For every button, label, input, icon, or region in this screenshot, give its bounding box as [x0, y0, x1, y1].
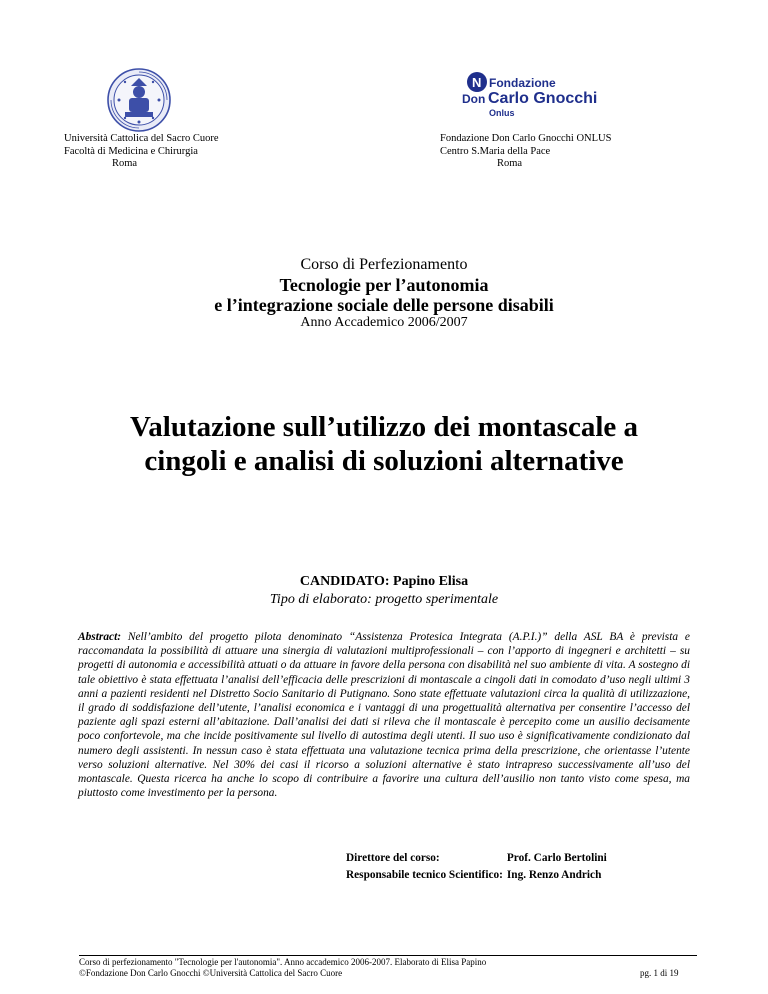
- page-number: pg. 1 di 19: [640, 968, 679, 978]
- thesis-title-line1: Valutazione sull’utilizzo dei montascale a: [129, 411, 639, 443]
- fondazione-don-gnocchi-logo: [425, 70, 615, 120]
- abstract-text: Nell’ambito del progetto pilota denominato “Assistenza Protesica Integrata (A.P.I.)” della ASL BA è prevista e raccomandata la possibilità di attuare una sinergia di valutazioni multiprofessionali – con l’apporto di ingegneri e architetti – su progetti di autonomia e accessibilità attuati o da attuare in favore della persona con disabilità nel suo ambiente di vita. A sostegno di tale obiettivo è stata effettuata l’analisi dell’efficacia delle prescrizioni di montascale a cingoli dati in comodato d’uso negli ultimi 3 anni a pazienti residenti nel Distretto Socio Sanitario di Putignano. Sono state effettuate valutazioni circa la qualità di utilizzazione, il grado di soddisfazione dell’utente, l’analisi economica e i vantaggi di una progettualità alternativa per consentire l’accesso del paziente agli spazi esterni all’abitazione. Dall’analisi dei dati si rileva che il montascale è percepito come un ausilio decisamente poco confortevole, ma che incide positivamente sul livello di autostima degli utenti. Il suo uso è significativamente condizionato dal numero degli assistenti. In nessun caso è stata effettuata una valutazione tecnica prima della prescrizione, che orientasse l’utente verso soluzioni alternative. Nel 30% dei casi il ricorso a soluzioni alternative è stato intrapreso successivamente all’uso del montascale. Questa ricerca ha anche lo scopo di contribuire a favorire una cultura dell’ausilio non tanto visto come spesa, ma piuttosto come investimento per la persona.: [78, 631, 690, 800]
- footer-line1: Corso di perfezionamento "Tecnologie per l'autonomia". Anno accademico 2006-2007. Elaborato di Elisa Papino: [79, 957, 487, 967]
- director-label: Direttore del corso:: [346, 852, 440, 864]
- scientific-name: Ing. Renzo Andrich: [506, 869, 602, 881]
- footer-line2: ©Fondazione Don Carlo Gnocchi ©Università Cattolica del Sacro Cuore: [79, 968, 343, 978]
- director-name: Prof. Carlo Bertolini: [506, 852, 607, 864]
- academic-year: Anno Accademico 2006/2007: [300, 315, 468, 330]
- university-seal-logo: [107, 68, 171, 132]
- university-name: Università Cattolica del Sacro Cuore: [64, 133, 219, 144]
- university-info: [64, 133, 219, 171]
- thesis-title: [60, 410, 708, 478]
- logo-word-carlo-gnocchi: Carlo Gnocchi: [488, 90, 598, 107]
- scientific-row: [346, 867, 607, 884]
- thesis-title-line2: cingoli e analisi di soluzioni alternative: [144, 445, 624, 477]
- course-directors: [346, 850, 607, 884]
- footer-divider: [79, 955, 697, 956]
- director-row: [346, 850, 607, 867]
- svg-text:N: N: [472, 75, 482, 90]
- abstract-label: Abstract:: [78, 631, 122, 643]
- faculty-name: Facoltà di Medicina e Chirurgia: [64, 145, 198, 157]
- foundation-info: [440, 133, 611, 171]
- scientific-label: Responsabile tecnico Scientifico:: [346, 869, 503, 881]
- abstract: [78, 630, 690, 800]
- foundation-city: Roma: [497, 158, 523, 169]
- footer: [79, 957, 486, 979]
- logo-word-onlus: Onlus: [489, 108, 515, 118]
- foundation-centre: Centro S.Maria della Pace: [440, 145, 551, 157]
- foundation-name: Fondazione Don Carlo Gnocchi ONLUS: [440, 133, 612, 144]
- course-title-line2: e l’integrazione sociale delle persone disabili: [214, 295, 554, 315]
- logo-word-don: Don: [462, 92, 486, 106]
- candidate-name: CANDIDATO: Papino Elisa: [299, 574, 469, 589]
- university-city: Roma: [112, 158, 138, 169]
- work-type: Tipo di elaborato: progetto sperimentale: [269, 592, 499, 607]
- course-label: Corso di Perfezionamento: [300, 256, 468, 273]
- course-title-line1: Tecnologie per l’autonomia: [279, 275, 489, 295]
- logo-word-fondazione: Fondazione: [489, 76, 556, 90]
